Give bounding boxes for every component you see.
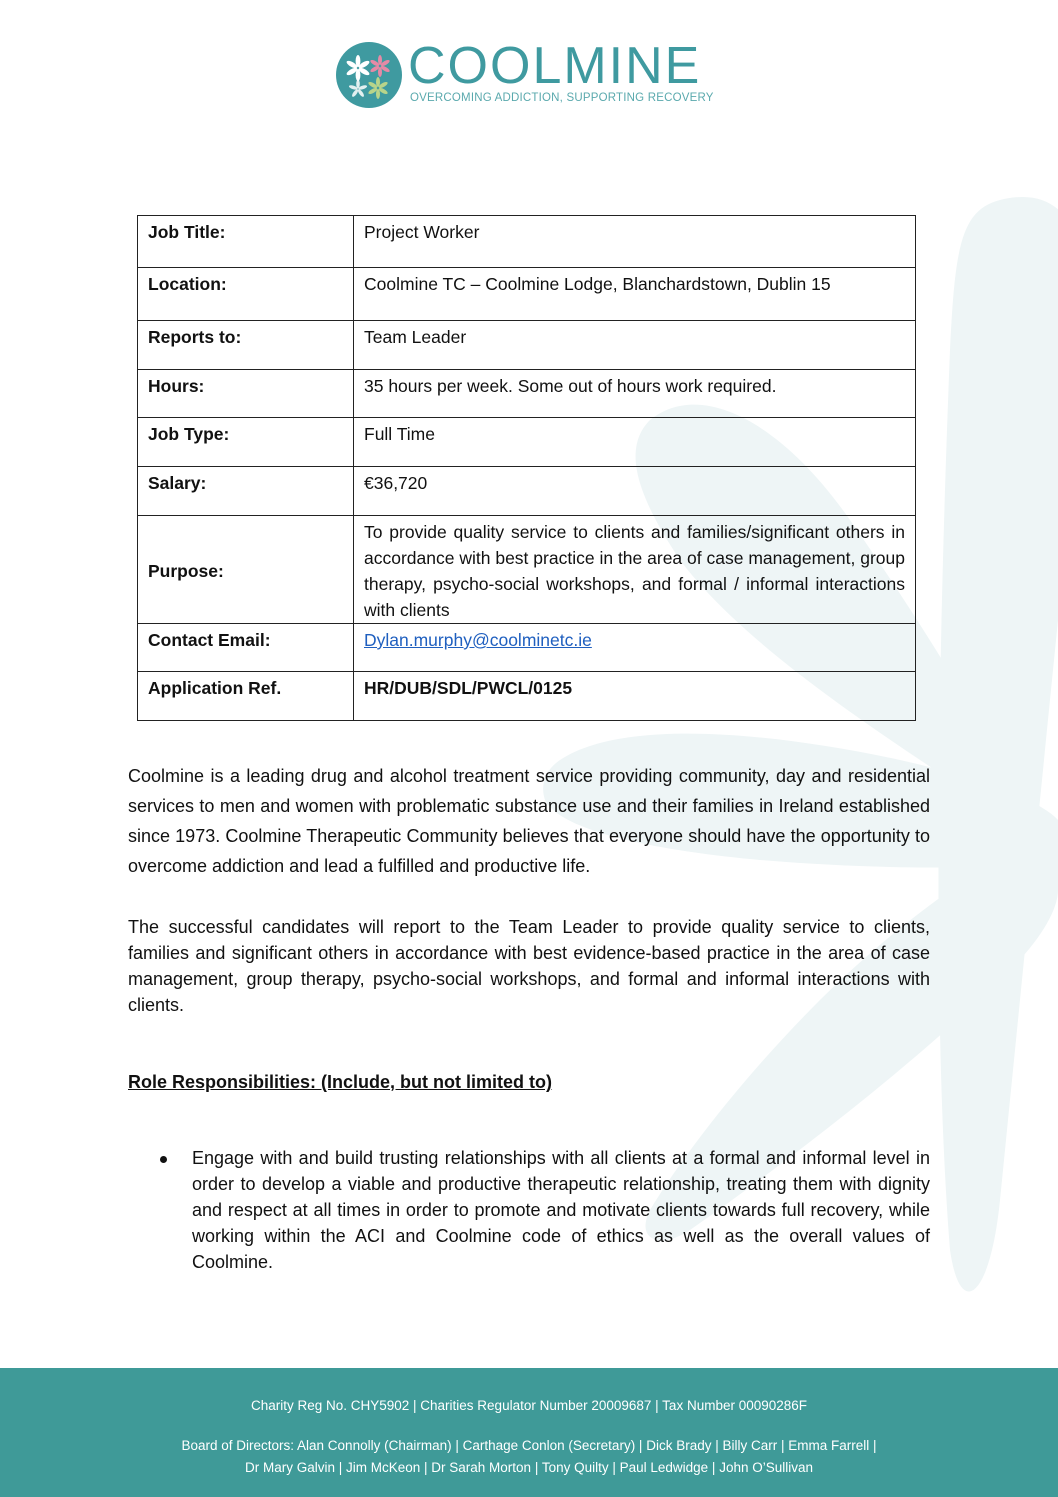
row-value: Project Worker bbox=[354, 216, 916, 268]
table-row bbox=[138, 268, 916, 321]
footer-board-line1: Board of Directors: Alan Connolly (Chairman) | Carthage Conlon (Secretary) | Dick Brady | Billy Carr | Emma Farrell | bbox=[181, 1438, 877, 1453]
table-row bbox=[138, 418, 916, 467]
brand-name: COOLMINE bbox=[408, 37, 702, 95]
row-label: Location: bbox=[138, 268, 354, 321]
row-label: Hours: bbox=[138, 370, 354, 418]
job-details-table bbox=[137, 215, 916, 721]
candidate-paragraph: The successful candidates will report to the Team Leader to provide quality service to clients, families and significant others in accordance with best evidence-based practice in the area of case management, group therapy, psycho-social workshops, and formal and informal interactions with clients. bbox=[128, 917, 930, 1015]
row-label: Job Type: bbox=[138, 418, 354, 467]
row-value: Coolmine TC – Coolmine Lodge, Blanchardstown, Dublin 15 bbox=[354, 268, 916, 321]
footer-board-line2: Dr Mary Galvin | Jim McKeon | Dr Sarah Morton | Tony Quilty | Paul Ledwidge | John O’Sullivan bbox=[244, 1460, 813, 1475]
table-row bbox=[138, 467, 916, 516]
list-item: Engage with and build trusting relationships with all clients at a formal and informal level in order to develop a viable and productive therapeutic relationship, treating them with dignity and respect at all times in order to promote and motivate clients towards full recovery, while working within the ACI and Coolmine code of ethics as well as the overall values of Coolmine. bbox=[192, 1148, 930, 1272]
table-row bbox=[138, 624, 916, 672]
coolmine-logo bbox=[336, 37, 736, 110]
row-label: Salary: bbox=[138, 467, 354, 516]
row-label: Purpose: bbox=[138, 516, 354, 624]
row-value: To provide quality service to clients and families/significant others in accordance with best practice in the area of case management, group therapy, psycho-social workshops, and formal / informal interactions with clients bbox=[354, 516, 916, 624]
brand-tagline: OVERCOMING ADDICTION, SUPPORTING RECOVERY bbox=[410, 92, 714, 104]
page-footer bbox=[0, 1368, 1058, 1497]
contact-email-link[interactable]: Dylan.murphy@coolminetc.ie bbox=[364, 630, 592, 650]
row-value: Full Time bbox=[354, 418, 916, 467]
flower-logo-icon bbox=[336, 42, 402, 108]
table-row bbox=[138, 216, 916, 268]
row-value: €36,720 bbox=[354, 467, 916, 516]
bullet-dot-icon bbox=[160, 1156, 167, 1163]
section-heading: Role Responsibilities: (Include, but not limited to) bbox=[128, 1072, 553, 1092]
intro-paragraph: Coolmine is a leading drug and alcohol treatment service providing community, day and residential services to men and women with problematic substance use and their families in Ireland established since 1973. Coolmine Therapeutic Community believes that everyone should have the opportunity to overcome addiction and lead a fulfilled and productive life. bbox=[128, 766, 930, 876]
table-row bbox=[138, 370, 916, 418]
row-label: Application Ref. bbox=[138, 672, 354, 721]
footer-registration: Charity Reg No. CHY5902 | Charities Regulator Number 20009687 | Tax Number 00090286F bbox=[250, 1398, 808, 1413]
row-value bbox=[354, 624, 916, 672]
row-value: Team Leader bbox=[354, 321, 916, 370]
table-row bbox=[138, 516, 916, 624]
row-label: Reports to: bbox=[138, 321, 354, 370]
row-value: 35 hours per week. Some out of hours work required. bbox=[354, 370, 916, 418]
row-value: HR/DUB/SDL/PWCL/0125 bbox=[354, 672, 916, 721]
row-label: Contact Email: bbox=[138, 624, 354, 672]
row-label: Job Title: bbox=[138, 216, 354, 268]
table-row bbox=[138, 672, 916, 721]
table-row bbox=[138, 321, 916, 370]
